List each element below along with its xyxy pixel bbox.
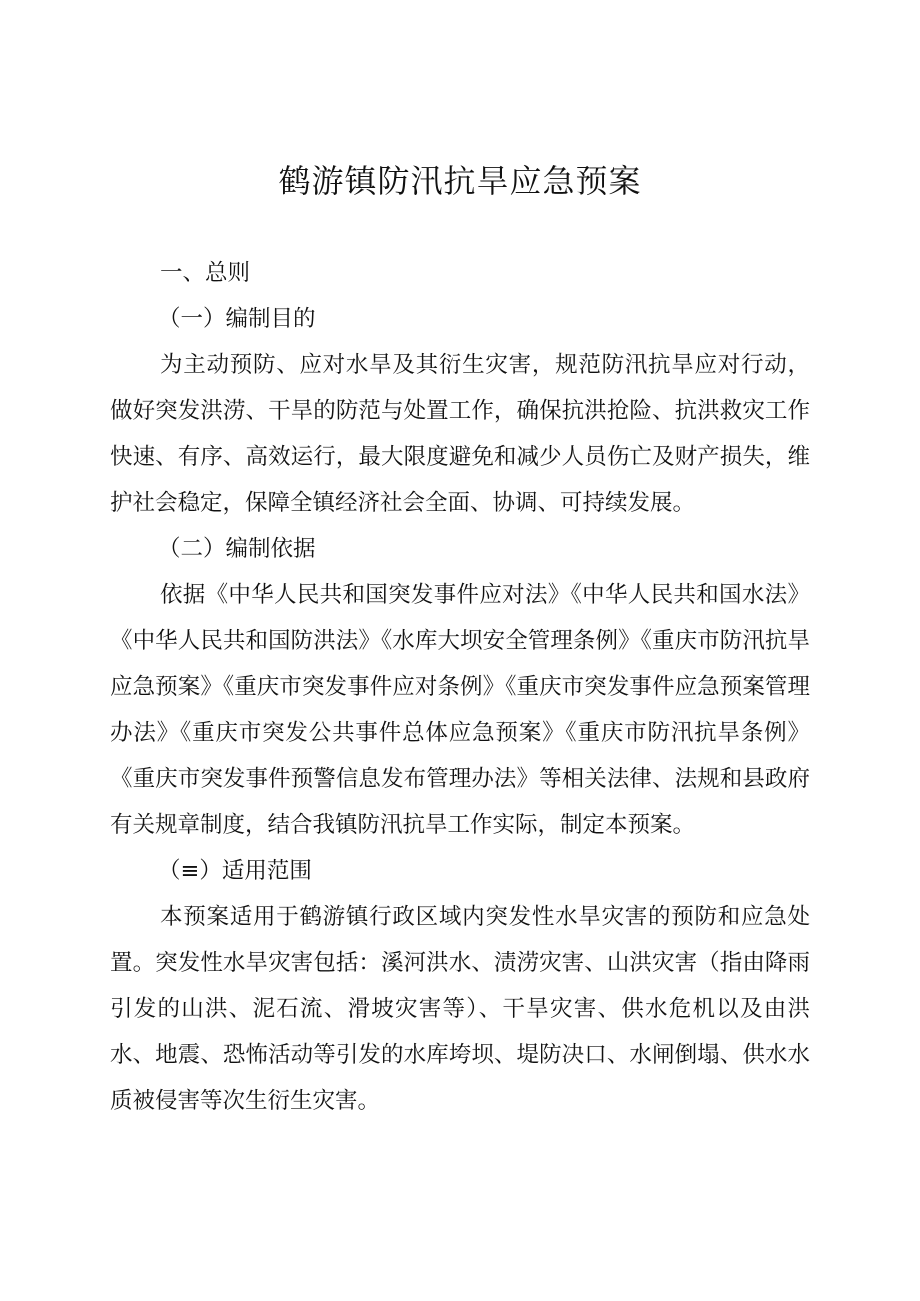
subsection-heading-basis: （二）编制依据 xyxy=(158,536,316,562)
section-heading-general: 一、总则 xyxy=(160,260,251,286)
paragraph-basis: 依据《中华人民共和国突发事件应对法》《中华人民共和国水法》《中华人民共和国防洪法》《水库大坝安全管理条例》《重庆市防汛抗旱应急预案》《重庆市突发事件应对条例》《重庆市突发事件应急预案管理办法》《重庆市突发公共事件总体应急预案》《重庆市防汛抗旱条例》《重庆市突发事件预警信息发布管理办法》等相关法律、法规和县政府有关规章制度，结合我镇防汛抗旱工作实际，制定本预案。 xyxy=(110,582,810,838)
subsection-heading-scope: （≡）适用范围 xyxy=(158,858,312,884)
paragraph-purpose: 为主动预防、应对水旱及其衍生灾害，规范防汛抗旱应对行动，做好突发洪涝、干旱的防范与处置工作，确保抗洪抢险、抗洪救灾工作快速、有序、高效运行，最大限度避免和减少人员伤亡及财产损失，维护社会稳定，保障全镇经济社会全面、协调、可持续发展。 xyxy=(110,352,810,516)
document-title: 鹤游镇防汛抗旱应急预案 xyxy=(278,162,642,200)
document-body xyxy=(110,250,810,1124)
subsection-heading-purpose: （一）编制目的 xyxy=(158,306,316,332)
paragraph-scope: 本预案适用于鹤游镇行政区域内突发性水旱灾害的预防和应急处置。突发性水旱灾害包括：溪河洪水、渍涝灾害、山洪灾害（指由降雨引发的山洪、泥石流、滑坡灾害等）、干旱灾害、供水危机以及由洪水、地震、恐怖活动等引发的水库垮坝、堤防决口、水闸倒塌、供水水质被侵害等次生衍生灾害。 xyxy=(110,904,810,1114)
